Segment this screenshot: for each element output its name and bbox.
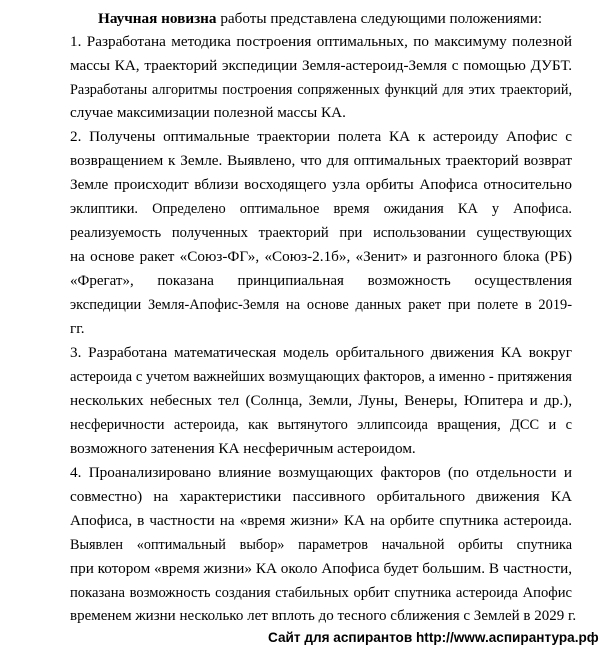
text-line: массы КА, траекторий экспедиции Земля-астероид-Земля с помощью ДУБТ. [70,57,572,74]
text-line: показана возможность создания стабильных орбит спутника астероида Апофис [70,585,572,601]
text-line: реализуемость полученных траекторий при использовании существующих [70,225,572,241]
intro-bold: Научная новизна [98,10,217,27]
text-line: «Фрегат», показана принципиальная возможность осуществления [70,273,572,289]
text-line: Выявлен «оптимальный выбор» параметров начальной орбиты спутника [70,537,572,553]
text-line: несферичности астероида, как вытянутого эллипсоида вращения, ДСС и с [70,417,572,433]
site-footer-link[interactable]: Сайт для аспирантов http://www.аспирантура.рф [268,630,599,645]
text-line: астероида с учетом важнейших возмущающих факторов, а именно - притяжения [70,369,572,385]
text-line: случае максимизации полезной массы КА. [70,104,346,121]
text-line: Разработаны алгоритмы построения сопряженных функций для этих траекторий, [70,82,572,98]
text-line: Земле происходит вблизи восходящего узла орбиты Апофиса относительно [70,176,572,193]
intro-line [98,9,542,29]
intro-rest: работы представлена следующими положениями: [216,10,543,27]
text-line: совместно) на характеристики пассивного орбитального движения КА [70,488,572,505]
text-line: нескольких небесных тел (Солнца, Земли, Луны, Венеры, Юпитера и др.), [70,392,572,409]
text-line: временем жизни несколько лет вплоть до тесного сближения с Землей в 2029 г. [70,608,577,624]
text-line: эклиптики. Определено оптимальное время ожидания КА у Апофиса. [70,201,572,217]
text-line: 1. Разработана методика построения оптимальных, по максимуму полезной [70,33,572,50]
text-line: возможного затенения КА несферичным астероидом. [70,440,416,457]
text-line: 4. Проанализировано влияние возмущающих факторов (по отдельности и [70,464,572,481]
text-line: гг. [70,320,85,337]
text-line: 3. Разработана математическая модель орбитального движения КА вокруг [70,344,572,361]
text-line: возвращением к Земле. Выявлено, что для оптимальных траекторий возврат [70,152,572,169]
text-line: экспедиции Земля-Апофис-Земля на основе данных ракет при полете в 2019- [70,297,572,313]
text-line: на основе ракет «Союз-ФГ», «Союз-2.1б», «Зенит» и разгонного блока (РБ) [70,248,572,265]
text-line: 2. Получены оптимальные траектории полета КА к астероиду Апофис с [70,128,572,145]
text-line: Апофиса, в частности на «время жизни» КА на орбите спутника астероида. [70,512,572,529]
text-line: при котором «время жизни» КА около Апофиса будет большим. В частности, [70,560,572,577]
